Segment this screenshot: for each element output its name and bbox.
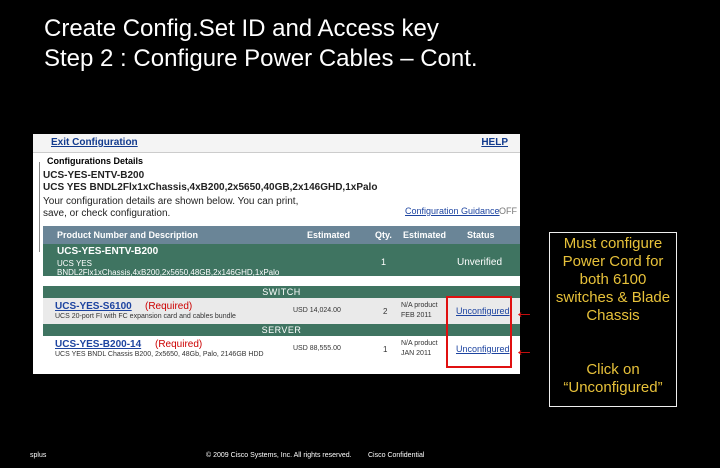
row-qty: 2: [383, 307, 388, 316]
product-name: UCS-YES-ENTV-B200: [57, 246, 159, 257]
product-sub2: BNDL2Flx1xChassis,4xB200,2x5650,48GB,2x146GHD,1xPalo: [57, 268, 280, 277]
header-qty: Qty.: [375, 230, 392, 240]
callout-box: [549, 232, 677, 407]
row-description: UCS YES BNDL Chassis B200, 2x5650, 48Gb, Palo, 2146GB HDD: [55, 351, 264, 358]
row-lead-time: [401, 301, 438, 321]
row-description: UCS 20-port FI with FC expansion card and cables bundle: [55, 313, 236, 320]
product-status: Unverified: [457, 257, 503, 268]
unconfigured-link[interactable]: Unconfigured: [456, 306, 510, 316]
callout-text-1: Must configure Power Cord for both 6100 switches & Blade Chassis: [555, 235, 671, 324]
help-link[interactable]: HELP: [481, 137, 508, 148]
row-lead-time: [401, 339, 438, 359]
row-price: USD 14,024.00: [293, 307, 341, 314]
unconfigured-link[interactable]: Unconfigured: [456, 344, 510, 354]
callout-text-2: Click on “Unconfigured”: [563, 361, 663, 396]
arrow-left-icon: ←: [514, 339, 534, 361]
row-product-link[interactable]: UCS-YES-S6100: [55, 301, 132, 312]
section-server: SERVER: [43, 324, 520, 336]
config-topbar: [33, 134, 520, 153]
row-lead-line1: N/A product: [401, 340, 438, 347]
product-row: [43, 244, 520, 276]
required-label: (Required): [155, 339, 203, 350]
footer-copyright: © 2009 Cisco Systems, Inc. All rights reserved.: [206, 452, 352, 459]
config-name: UCS-YES-ENTV-B200: [43, 170, 145, 181]
section-switch: SWITCH: [43, 286, 520, 298]
exit-configuration-link[interactable]: Exit Configuration: [51, 137, 138, 148]
required-label: (Required): [145, 301, 193, 312]
product-qty: 1: [381, 257, 387, 267]
footer-confidential: Cisco Confidential: [368, 452, 425, 459]
configuration-guidance-link[interactable]: Configuration Guidance: [405, 206, 500, 216]
product-sub1: UCS YES: [57, 259, 92, 268]
details-border: [39, 162, 40, 252]
row-price: USD 88,555.00: [293, 345, 341, 352]
header-price: Estimated: [307, 230, 351, 240]
details-legend: Configurations Details: [43, 156, 147, 166]
row-lead-line2: FEB 2011: [401, 312, 432, 319]
highlight-box: [446, 296, 512, 368]
slide-title-line1: Create Config.Set ID and Access key: [44, 15, 439, 42]
slide-title: [44, 14, 478, 74]
footer-left: splus: [30, 452, 47, 459]
header-status: Status: [467, 230, 495, 240]
arrow-left-icon: ←: [514, 301, 534, 323]
row-lead-line2: JAN 2011: [401, 350, 432, 357]
guidance-toggle[interactable]: OFF: [499, 206, 517, 216]
product-description: [57, 259, 279, 277]
row-lead-line1: N/A product: [401, 302, 438, 309]
slide-title-line2: Step 2 : Configure Power Cables – Cont.: [44, 45, 478, 72]
header-lead: Estimated: [403, 230, 447, 240]
header-product: Product Number and Description: [57, 230, 199, 240]
row-qty: 1: [383, 345, 388, 354]
table-header: [43, 226, 520, 244]
config-description: UCS YES BNDL2Flx1xChassis,4xB200,2x5650,40GB,2x146GHD,1xPalo: [43, 182, 378, 193]
config-note: Your configuration details are shown below. You can print, save, or check configuration.: [43, 196, 299, 219]
row-product-link[interactable]: UCS-YES-B200-14: [55, 339, 142, 350]
